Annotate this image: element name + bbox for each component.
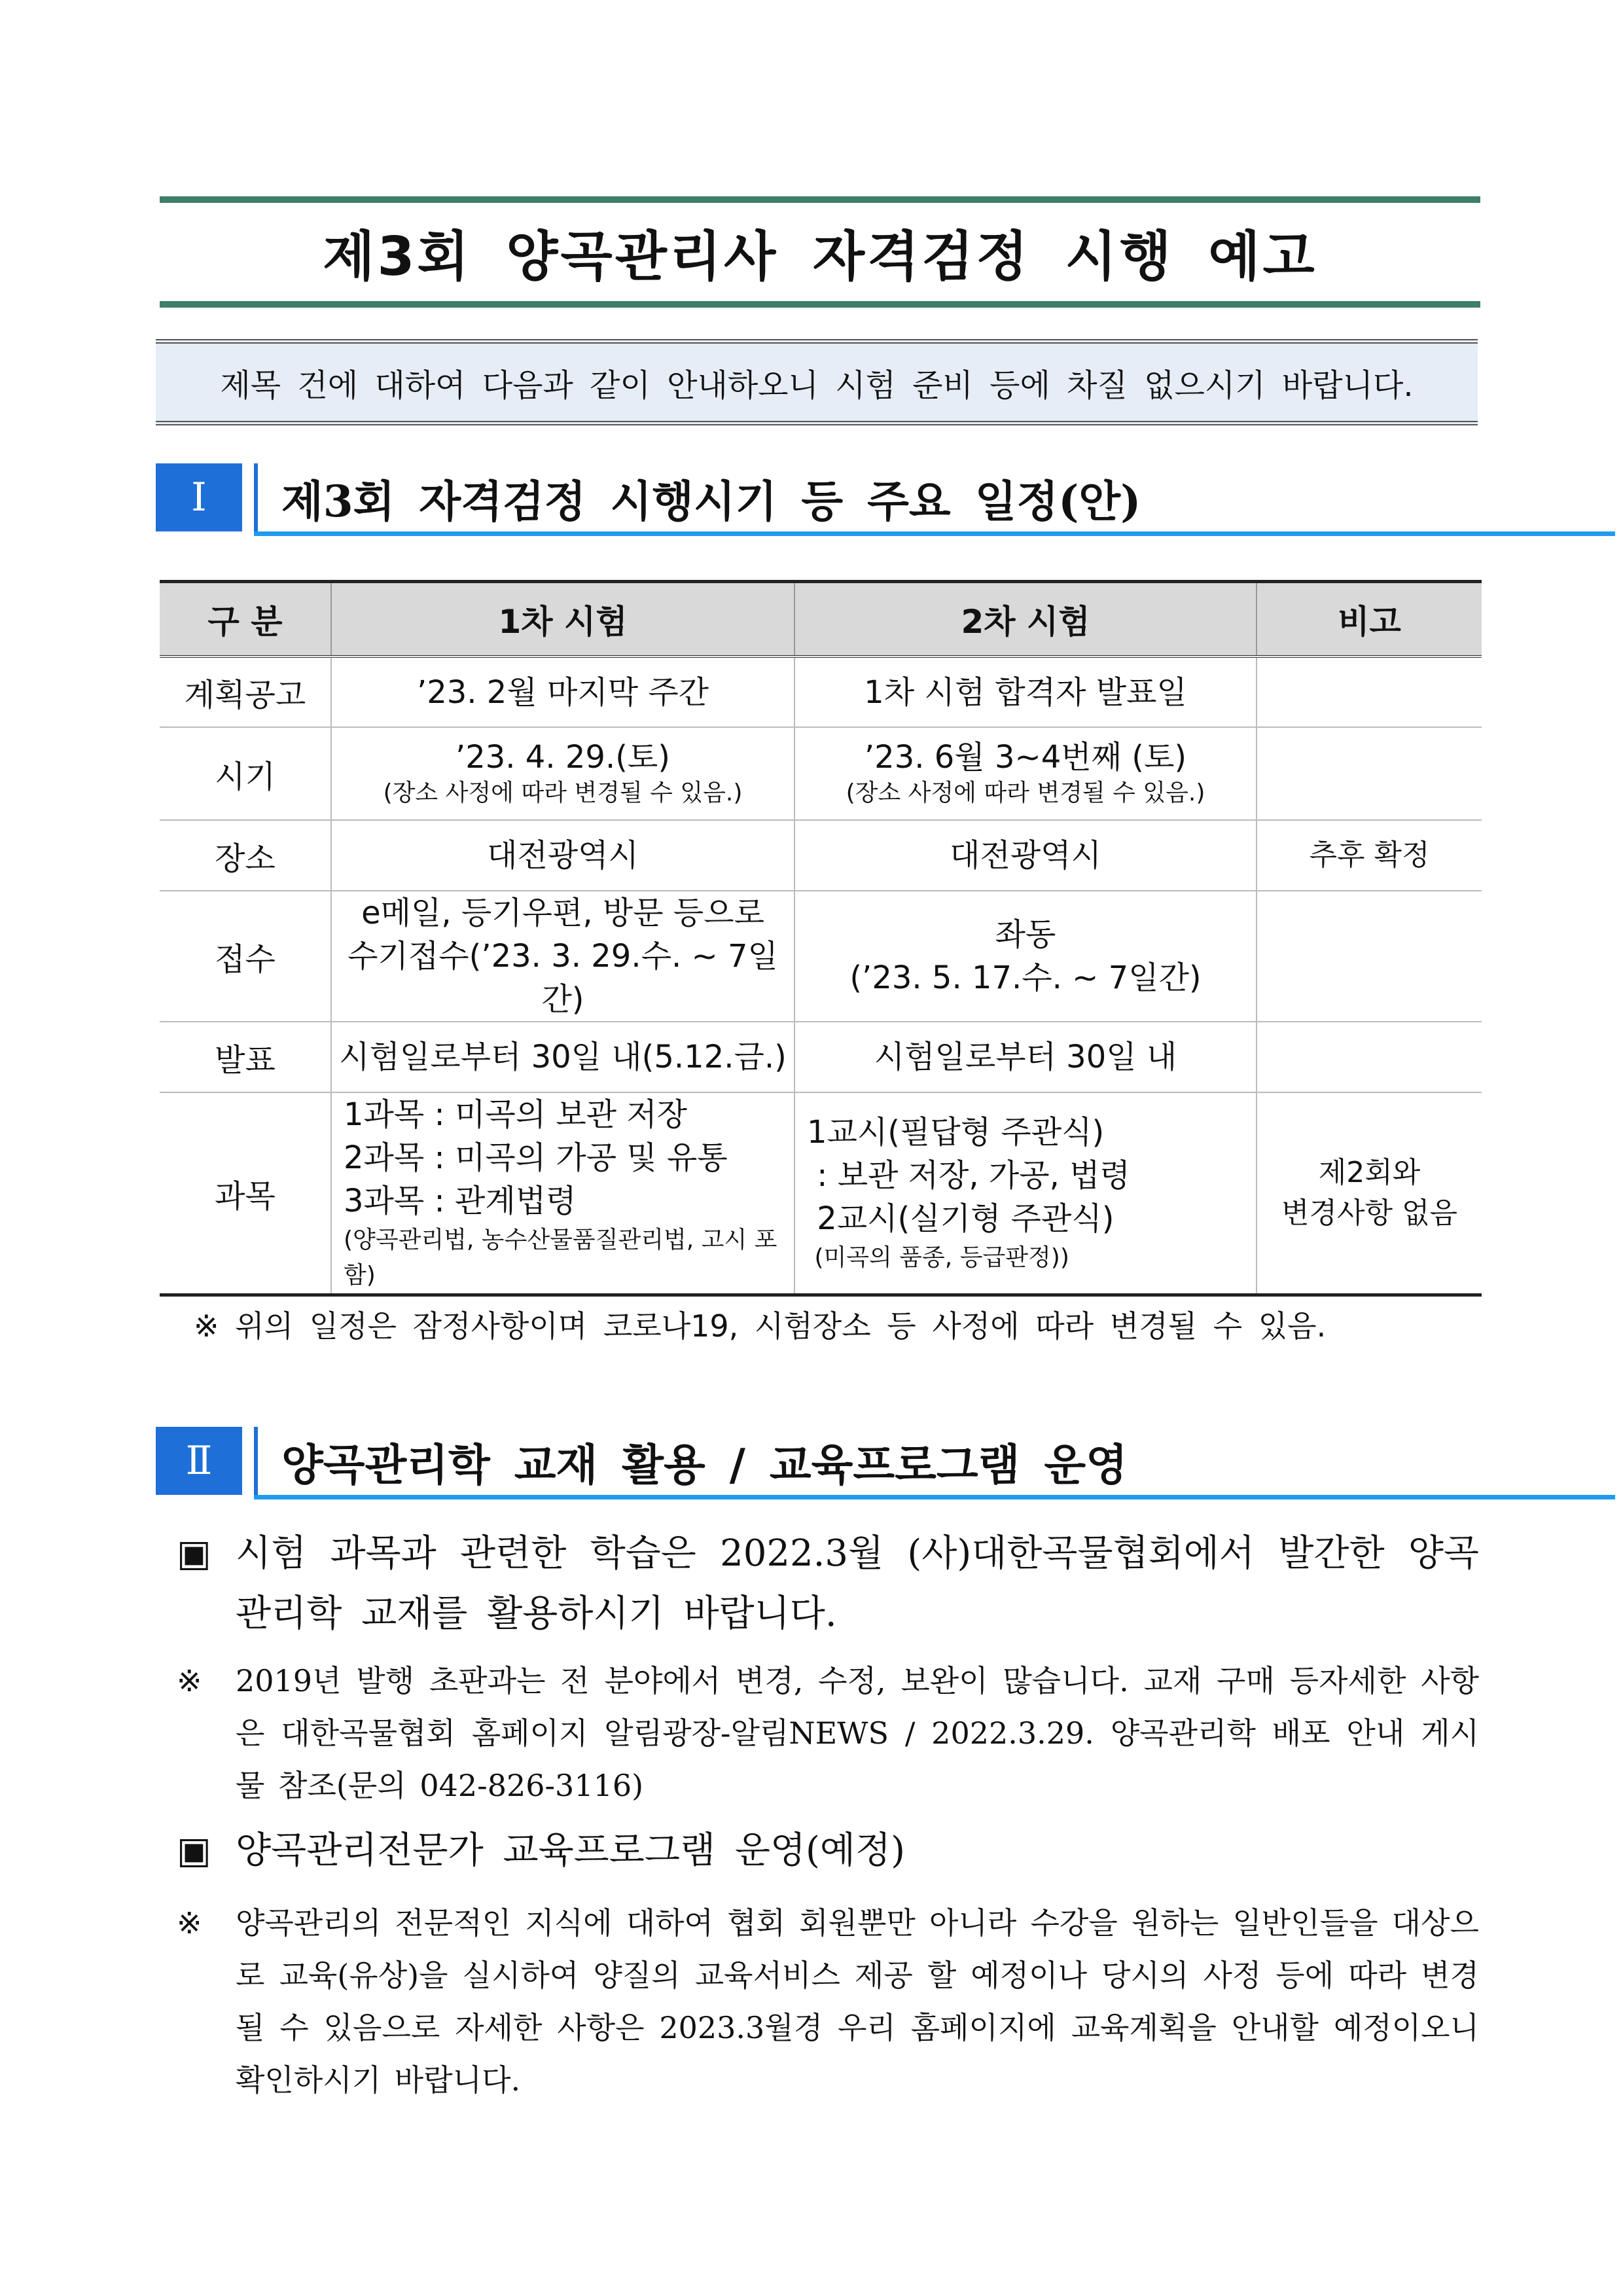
intro-text: 제목 건에 대하여 다음과 같이 안내하오니 시험 준비 등에 차질 없으시기 바랍니다. (220, 367, 1414, 404)
section-1-divider (254, 463, 258, 534)
cell-text: 1과목 : 미곡의 보관 저장 (344, 1096, 688, 1133)
note-cell (1257, 1092, 1482, 1295)
document-title: 제3회 양곡관리사 자격검정 시행 예고 (323, 225, 1317, 288)
note-cell (1257, 656, 1482, 727)
cell-text: 수기접수(’23. 3. 29.수. ~ 7일간) (348, 938, 778, 1018)
table-header-cell: 1차 시험 (331, 582, 794, 657)
second-exam-cell (794, 727, 1257, 820)
section-1-number: Ⅰ (156, 463, 242, 531)
note-text: 양곡관리의 전문적인 지식에 대하여 협회 회원뿐만 아니라 수강을 원하는 일반인들을 대상으로 교육(유상)을 실시하여 양질의 교육서비스 제공 할 예정이나 당시의 사정 등에 따라 변경될 수 있음으로 자세한 사항은 2023.3월경 우리 홈페이지에 교육계획을 안내할 예정이오니 확인하시기 바랍니다. (236, 1905, 1479, 2098)
cell-text: 추후 확정 (1309, 838, 1430, 872)
first-exam-cell (331, 1022, 794, 1092)
cell-text: (’23. 5. 17.수. ~ 7일간) (849, 960, 1202, 996)
cell-small-text: (미곡의 품종, 등급판정)) (807, 1244, 1069, 1271)
cell-text: 2과목 : 미곡의 가공 및 유통 (344, 1139, 728, 1176)
cell-text: 대전광역시 (487, 837, 639, 874)
table-header-cell: 비고 (1257, 582, 1482, 657)
cell-text: 제2회와 (1318, 1156, 1421, 1189)
cell-text: ’23. 2월 마지막 주간 (416, 673, 709, 711)
first-exam-cell (331, 656, 794, 727)
cell-text: ’23. 4. 29.(토) (455, 739, 671, 776)
bullet-textbook (177, 1524, 1479, 1644)
section-2-underline (254, 1495, 1615, 1499)
title-top-rule (160, 196, 1480, 203)
table-row (160, 727, 1482, 820)
second-exam-cell (794, 891, 1257, 1022)
cell-text: : 보관 저장, 가공, 법령 (807, 1157, 1130, 1194)
note-text: 2019년 발행 초판과는 전 분야에서 변경, 수정, 보완이 많습니다. 교재 구매 등자세한 사항은 대한곡물협회 홈페이지 알림광장-알림NEWS / 2022.3.29. 양곡관리학 배포 안내 게시물 참조(문의 042-826-3116) (236, 1663, 1479, 1803)
table-row (160, 1022, 1482, 1092)
cell-text: 1교시(필답형 주관식) (807, 1114, 1105, 1151)
row-label: 발표 (160, 1022, 331, 1092)
section-2-header (156, 1427, 1465, 1499)
second-exam-cell (794, 1022, 1257, 1092)
cell-text: 좌동 (995, 916, 1056, 953)
note-cell (1257, 1022, 1482, 1092)
first-exam-cell (331, 727, 794, 820)
first-exam-cell (331, 1092, 794, 1295)
bullet-education (177, 1821, 1479, 1881)
section-2-number: Ⅱ (156, 1427, 242, 1495)
cell-small-text: (장소 사정에 따라 변경될 수 있음.) (383, 780, 743, 806)
table-note: ※ 위의 일정은 잠정사항이며 코로나19, 시험장소 등 사정에 따라 변경될 수 있음. (194, 1308, 1327, 1344)
row-label: 시기 (160, 727, 331, 820)
table-header-row (160, 582, 1482, 657)
note-mark: ※ (177, 1663, 202, 1698)
row-label: 접수 (160, 891, 331, 1022)
second-exam-cell (794, 1092, 1257, 1295)
first-exam-cell (331, 820, 794, 891)
table-header-cell: 구 분 (160, 582, 331, 657)
bullet-square-icon: ▣ (177, 1532, 211, 1575)
note-education (177, 1897, 1479, 2106)
cell-small-text: (장소 사정에 따라 변경될 수 있음.) (846, 780, 1205, 806)
table-header-cell: 2차 시험 (794, 582, 1257, 657)
note-mark: ※ (177, 1905, 202, 1941)
note-cell (1257, 820, 1482, 891)
section-2-title: 양곡관리학 교재 활용 / 교육프로그램 운영 (281, 1439, 1128, 1490)
row-label: 장소 (160, 820, 331, 891)
row-label: 과목 (160, 1092, 331, 1295)
document-title-block (160, 196, 1480, 308)
section-1-underline (254, 531, 1615, 536)
table-row (160, 820, 1482, 891)
table-row (160, 1092, 1482, 1295)
section-1-header (156, 463, 1465, 535)
cell-small-text: (양곡관리법, 농수산물품질관리법, 고시 포함) (344, 1227, 777, 1289)
bullet-text: 양곡관리전문가 교육프로그램 운영(예정) (236, 1829, 905, 1872)
cell-text: 시험일로부터 30일 내(5.12.금.) (339, 1039, 787, 1075)
section-2-divider (254, 1427, 258, 1498)
schedule-table (160, 580, 1482, 1297)
section-1-title: 제3회 자격검정 시행시기 등 주요 일정(안) (281, 475, 1141, 527)
cell-text: ’23. 6월 3~4번째 (토) (864, 739, 1187, 776)
table-row (160, 891, 1482, 1022)
cell-text: 대전광역시 (950, 837, 1101, 874)
note-cell (1257, 727, 1482, 820)
note-cell (1257, 891, 1482, 1022)
note-textbook (177, 1655, 1479, 1812)
first-exam-cell (331, 891, 794, 1022)
cell-text: 2교시(실기형 주관식) (807, 1200, 1115, 1237)
intro-box (156, 339, 1478, 425)
row-label: 계획공고 (160, 656, 331, 727)
second-exam-cell (794, 820, 1257, 891)
cell-text: 3과목 : 관계법령 (344, 1183, 577, 1219)
bullet-text: 시험 과목과 관련한 학습은 2022.3월 (사)대한곡물협회에서 발간한 양곡관리학 교재를 활용하시기 바랍니다. (236, 1532, 1479, 1635)
cell-text: 시험일로부터 30일 내 (874, 1039, 1177, 1075)
cell-text: 1차 시험 합격자 발표일 (864, 673, 1187, 711)
bullet-square-icon: ▣ (177, 1829, 211, 1872)
cell-text: 변경사항 없음 (1281, 1196, 1457, 1230)
table-row (160, 656, 1482, 727)
cell-text: e메일, 등기우편, 방문 등으로 (361, 895, 764, 931)
second-exam-cell (794, 656, 1257, 727)
title-bottom-rule (160, 301, 1480, 308)
